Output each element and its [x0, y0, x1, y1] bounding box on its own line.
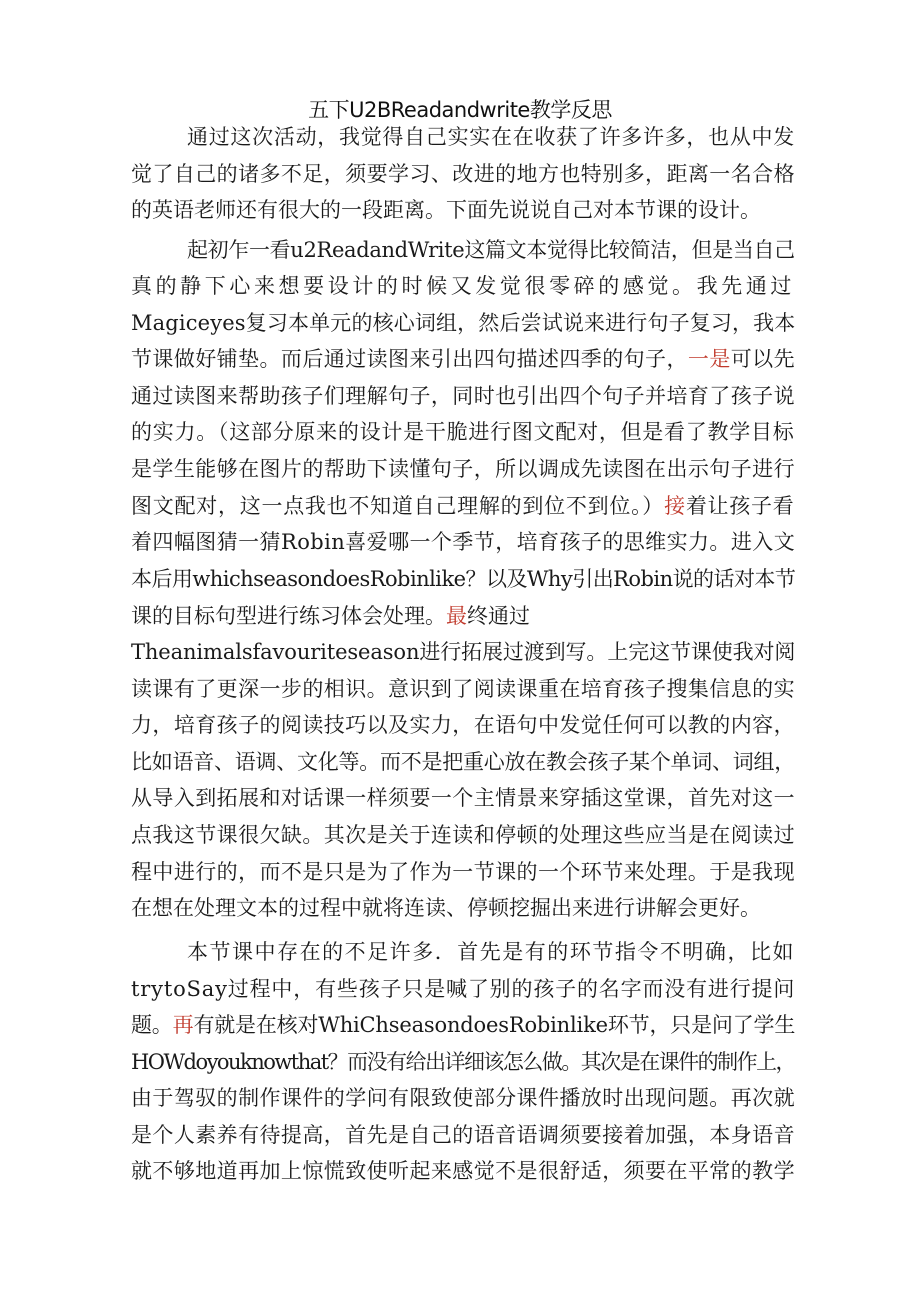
text-line: [131, 975, 795, 1003]
text-segment: 通过这次活动，我觉得自己实实在在收获了许多许多，也从中发: [187, 125, 795, 149]
text-segment: 从导入到拓展和对话课一样须要一个主情景来穿插这堂课，首先对这一: [131, 786, 795, 810]
text-segment: 有就是在核对WhiChseasondoesRobinlike环节，只是问了学生: [193, 1013, 796, 1037]
text-segment: 真的静下心来想要设计的时候又发觉很零碎的感觉。我先通过: [131, 274, 796, 298]
text-segment: Theanimalsfavouriteseason进行拓展过渡到写。上完这节课使我对阅: [131, 640, 796, 664]
text-line: [131, 455, 795, 483]
text-line: [131, 894, 761, 922]
highlighted-text: 一是: [687, 347, 731, 371]
text-line: [131, 748, 795, 776]
text-segment: 是个人素养有待提高，首先是自己的语音语调须要接着加强，本身语音: [131, 1123, 795, 1147]
text-segment: 是学生能够在图片的帮助下读懂句子，所以调成先读图在出示句子进行: [131, 457, 795, 481]
text-segment: 读课有了更深一步的相识。意识到了阅读课重在培育孩子搜集信息的实: [131, 677, 795, 701]
text-segment: 觉了自己的诸多不足，须要学习、改进的地方也特别多，距离一名合格: [131, 162, 795, 186]
text-line: [187, 123, 795, 151]
text-segment: 的实力。（这部分原来的设计是干脆进行图文配对，但是看了教学目标: [131, 420, 795, 444]
document-title: 五下U2BReadandwrite教学反思: [308, 98, 612, 122]
text-line: [131, 638, 795, 666]
text-line: [131, 1157, 795, 1185]
text-segment: 节课做好铺垫。而后通过读图来引出四句描述四季的句子，: [131, 347, 688, 371]
text-segment: 着四幅图猜一猜Robin喜爱哪一个季节，培育孩子的思维实力。进入文: [131, 530, 796, 554]
text-line: [131, 784, 795, 812]
text-segment: Magiceyes复习本单元的核心词组，然后尝试说来进行句子复习，我本: [131, 311, 796, 335]
text-segment: 可以先: [730, 347, 796, 371]
text-segment: 图文配对，这一点我也不知道自己理解的到位不到位。）: [131, 494, 665, 518]
text-segment: 题。: [131, 1013, 173, 1037]
text-line: [187, 938, 795, 966]
highlighted-text: 最: [446, 604, 467, 628]
text-segment: 比如语音、语调、文化等。而不是把重心放在教会孩子某个单词、词组，: [131, 750, 795, 774]
text-line: [131, 160, 795, 188]
text-segment: 本后用whichseasondoesRobinlike？以及Why引出Robin说的话对本节: [131, 567, 796, 591]
text-segment: trytoSay过程中，有些孩子只是喊了别的孩子的名字而没有进行提问: [131, 977, 796, 1001]
text-segment: 由于驾驭的制作课件的学问有限致使部分课件播放时出现问题。再次就: [131, 1086, 795, 1110]
text-line: [131, 345, 795, 373]
text-line: [131, 858, 795, 886]
text-line: [131, 711, 795, 739]
text-line: [187, 236, 795, 264]
text-line: [131, 196, 761, 224]
text-segment: 的英语老师还有很大的一段距离。下面先说说自己对本节课的设计。: [131, 198, 761, 222]
text-line: [131, 382, 795, 410]
text-segment: 起初乍一看u2ReadandWrite这篇文本觉得比较简洁，但是当自己: [187, 238, 795, 262]
text-line: [131, 492, 795, 520]
text-line: [131, 1011, 795, 1039]
text-segment: 本节课中存在的不足许多．首先是有的环节指令不明确，比如: [187, 940, 796, 964]
text-line: [131, 675, 795, 703]
text-segment: 终通过: [467, 604, 530, 628]
text-line: [131, 1048, 795, 1076]
text-line: [131, 565, 795, 593]
text-line: [131, 1121, 795, 1149]
text-segment: 点我这节课很欠缺。其次是关于连读和停顿的处理这些应当是在阅读过: [131, 823, 795, 847]
text-segment: 程中进行的，而不是只是为了作为一节课的一个环节来处理。于是我现: [131, 860, 795, 884]
text-segment: 在想在处理文本的过程中就将连读、停顿挖掘出来进行讲解会更好。: [131, 896, 761, 920]
text-line: [131, 528, 795, 556]
text-line: [131, 1084, 795, 1112]
text-segment: 通过读图来帮助孩子们理解句子，同时也引出四个句子并培育了孩子说: [131, 384, 795, 408]
text-line: [131, 418, 795, 446]
text-segment: 课的目标句型进行练习体会处理。: [131, 604, 446, 628]
text-line: [131, 821, 795, 849]
text-line: [131, 602, 530, 630]
text-segment: 力，培育孩子的阅读技巧以及实力，在语句中发觉任何可以教的内容，: [131, 713, 795, 737]
text-line: [131, 309, 795, 337]
highlighted-text: 再: [172, 1013, 194, 1037]
text-segment: 着让孩子看: [685, 494, 795, 518]
text-line: [131, 272, 795, 300]
text-segment: 就不够地道再加上惊慌致使听起来感觉不是很舒适，须要在平常的教学: [131, 1159, 795, 1183]
text-segment: HOWdoyouknowthat？而没有给出详细该怎么做。其次是在课件的制作上，: [131, 1050, 796, 1074]
highlighted-text: 接: [664, 494, 686, 518]
